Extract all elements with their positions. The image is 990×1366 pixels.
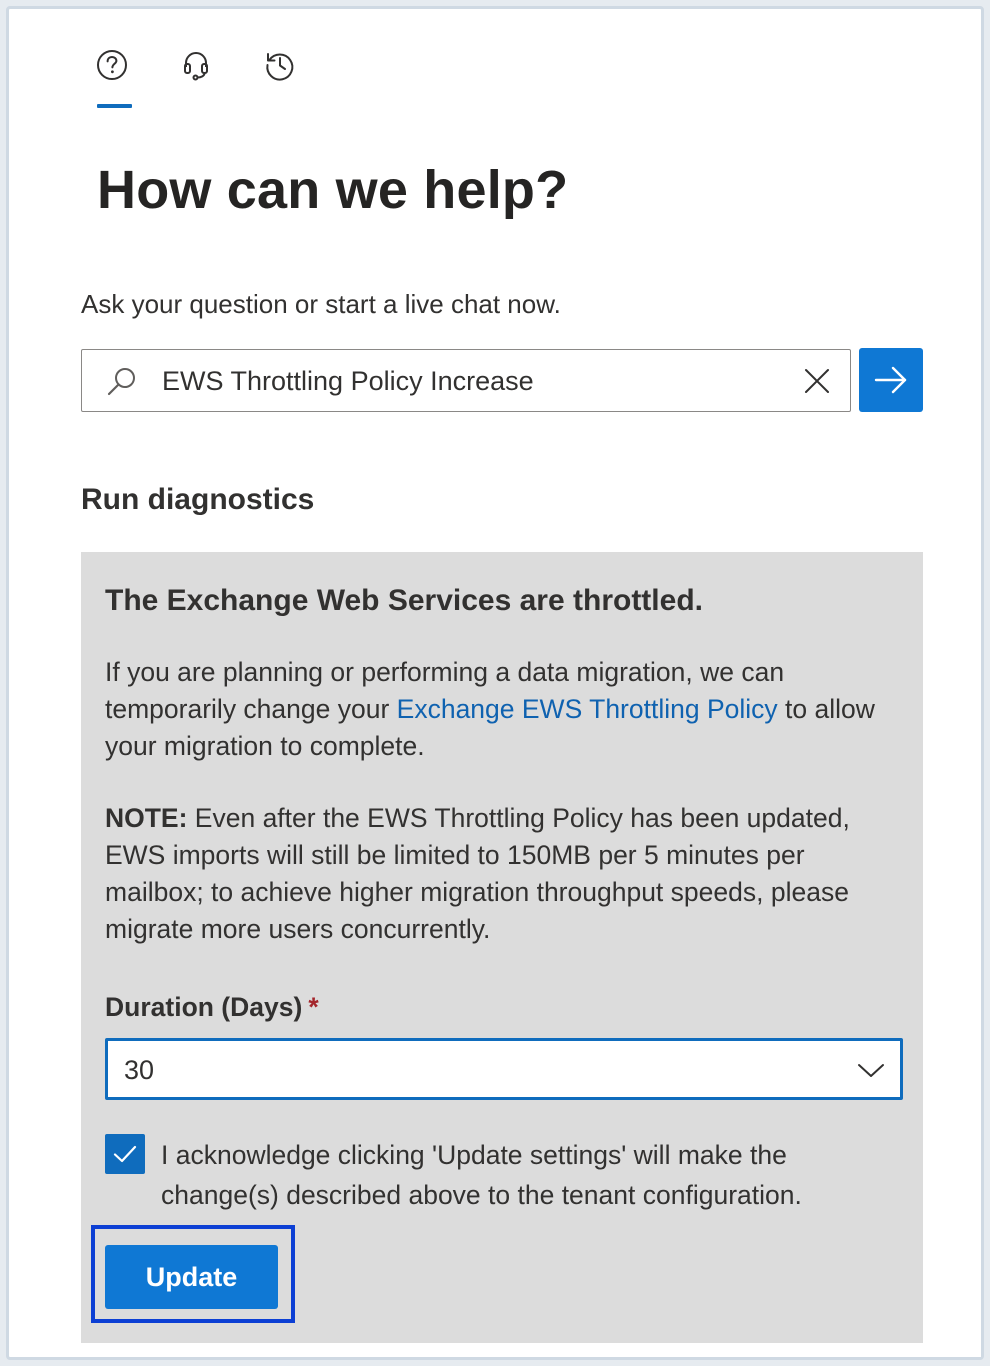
window-frame — [6, 6, 984, 1360]
description-text-end: to allow your migration to complete. — [105, 694, 875, 761]
required-marker: * — [308, 992, 319, 1022]
headset-icon — [179, 48, 213, 82]
arrow-right-icon — [872, 361, 910, 399]
acknowledge-label[interactable]: I acknowledge clicking 'Update settings' will make the change(s) described above to the tenant configuration. — [161, 1140, 802, 1210]
diagnostics-panel — [81, 552, 923, 1343]
panel-title: The Exchange Web Services are throttled. — [105, 584, 703, 617]
tab-contact-support[interactable] — [176, 45, 216, 85]
duration-label-text: Duration (Days) — [105, 992, 303, 1022]
history-icon — [263, 48, 297, 82]
description-text: If you are planning or performing a data migration, we can temporarily change your — [105, 657, 785, 724]
help-pane — [15, 15, 981, 1357]
close-icon[interactable] — [800, 364, 834, 398]
section-title: Run diagnostics — [81, 483, 315, 516]
duration-label — [105, 992, 319, 1023]
note-body: Even after the EWS Throttling Policy has been updated, EWS imports will still be limited to 150MB per 5 minutes per mailbox; to achieve higher migration throughput speeds, please migrate more users concurrently. — [105, 803, 850, 944]
checkmark-icon — [110, 1139, 140, 1169]
chevron-down-icon — [856, 1057, 886, 1083]
panel-description — [105, 654, 905, 765]
search-prompt: Ask your question or start a live chat now. — [81, 289, 561, 319]
update-button[interactable]: Update — [105, 1245, 278, 1309]
search-box — [81, 349, 851, 412]
active-tab-indicator — [97, 104, 132, 108]
question-circle-icon — [95, 48, 129, 82]
throttling-policy-link[interactable]: Exchange EWS Throttling Policy — [396, 694, 778, 724]
note-text — [105, 800, 905, 948]
search-icon — [104, 364, 140, 400]
page-title: How can we help? — [97, 160, 569, 220]
duration-dropdown[interactable] — [105, 1038, 903, 1100]
search-input[interactable] — [162, 358, 782, 404]
tab-help[interactable] — [92, 45, 132, 85]
acknowledge-checkbox[interactable] — [105, 1134, 145, 1174]
tab-history[interactable] — [260, 45, 300, 85]
duration-value: 30 — [124, 1055, 155, 1085]
search-submit-button[interactable] — [859, 348, 923, 412]
note-label: NOTE: — [105, 803, 188, 833]
